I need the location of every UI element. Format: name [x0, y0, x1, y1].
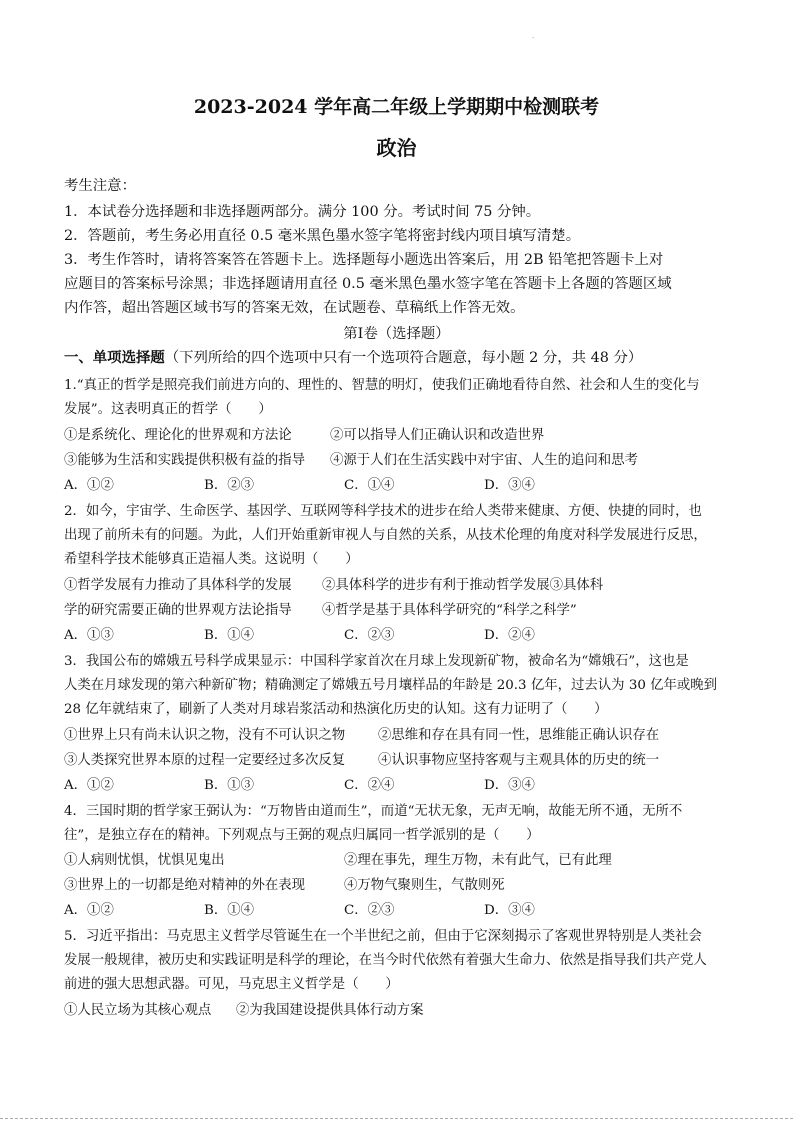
part-title: 一、单项选择题 — [64, 349, 165, 366]
question-stem-line: 2．如今，宇宙学、生命医学、基因学、互联网等科学技术的进步在给人类带来健康、方便、快捷的同时，也 — [64, 504, 702, 519]
statement: ①世界上只有尚未认识之物，没有不可认识之物 — [64, 728, 346, 743]
statement: ④认识事物应坚持客观与主观具体的历史的统一 — [378, 753, 660, 768]
question-stem-line: 出现了前所未有的问题。为此，人们开始重新审视人与自然的关系，从技术伦理的角度对科学发展进行反思， — [64, 528, 707, 543]
statement: ③能够为生活和实践提供积极有益的指导 — [64, 453, 306, 468]
statement: ②思维和存在具有同一性，思维能正确认识存在 — [378, 728, 660, 743]
note-line: 1．本试卷分选择题和非选择题两部分。满分 100 分。考试时间 75 分钟。 — [64, 204, 541, 220]
question-stem-line: 28 亿年就结束了，刷新了人类对月球岩浆活动和热演化历史的认知。这有力证明了（ ） — [64, 702, 608, 717]
answer-option: A．①② — [64, 478, 114, 493]
volume-heading: 第Ⅰ卷（选择题） — [343, 326, 450, 342]
statement: ③世界上的一切都是绝对精神的外在表现 — [64, 878, 306, 893]
subject-title: 政治 — [376, 136, 417, 160]
answer-option: B．①④ — [204, 903, 255, 918]
question-stem-line: 发展一般规律，被历史和实践证明是科学的理论，在当今时代依然有着强大生命力、依然是指导我们共产党人 — [64, 953, 707, 968]
question-stem-line: 人类在月球发现的第六种新矿物；精确测定了嫦娥五号月壤样品的年龄是 20.3 亿年，过去认为 30 亿年或晚到 — [64, 678, 718, 693]
statement: 学的研究需要正确的世界观方法论指导 — [64, 603, 292, 618]
question-stem-line: 前进的强大思想武器。可见，马克思主义哲学是（ ） — [64, 977, 399, 992]
answer-option: C．②④ — [344, 778, 395, 793]
statement: ④源于人们在生活实践中对宇宙、人生的追问和思考 — [330, 453, 638, 468]
part-heading — [64, 346, 642, 367]
question-stem-line: 往”，是独立存在的精神。下列观点与王弼的观点归属同一哲学派别的是（ ） — [64, 828, 540, 843]
question-stem-line: 3．我国公布的嫦娥五号科学成果显示：中国科学家首次在月球上发现新矿物，被命名为“嫦娥石”，这也是 — [64, 654, 689, 669]
statement: ①人病则忧惧，忧惧见鬼出 — [64, 853, 225, 868]
statement: ①是系统化、理论化的世界观和方法论 — [64, 428, 292, 443]
statement: ④万物气聚则生，气散则死 — [344, 878, 505, 893]
note-line: 内作答，超出答题区域书写的答案无效，在试题卷、草稿纸上作答无效。 — [64, 300, 525, 316]
note-line: 应题目的答案标号涂黑；非选择题请用直径 0.5 毫米黑色墨水签字笔在答题卡上各题的答题区域 — [64, 276, 672, 292]
notes-heading: 考生注意： — [64, 178, 136, 194]
answer-option: C．②③ — [344, 628, 395, 643]
note-line: 3．考生作答时，请将答案答在答题卡上。选择题每小题选出答案后，用 2B 铅笔把答题卡上对 — [64, 252, 664, 268]
statement: ②为我国建设提供具体行动方案 — [236, 1003, 424, 1018]
question-stem-line: 希望科学技术能够真正造福人类。这说明（ ） — [64, 552, 359, 567]
answer-option: D．③④ — [484, 903, 535, 918]
answer-option: D．③④ — [484, 778, 535, 793]
answer-option: C．①④ — [344, 478, 395, 493]
question-stem-line: 1.“真正的哲学是照亮我们前进方向的、理性的、智慧的明灯，使我们正确地看待自然、社会和人生的变化与 — [64, 378, 700, 393]
corner-mark: · — [532, 34, 535, 42]
question-stem-line: 5．习近平指出：马克思主义哲学尽管诞生在一个半世纪之前，但由于它深刻揭示了客观世界特别是人类社会 — [64, 929, 702, 944]
answer-option: C．②③ — [344, 903, 395, 918]
statement: ②可以指导人们正确认识和改造世界 — [330, 428, 545, 443]
answer-option: B．①③ — [204, 778, 255, 793]
answer-option: D．③④ — [484, 478, 535, 493]
answer-option: A．①③ — [64, 628, 114, 643]
statement: ③人类探究世界本原的过程一定要经过多次反复 — [64, 753, 346, 768]
answer-option: A．①② — [64, 778, 114, 793]
question-stem-line: 发展”。这表明真正的哲学（ ） — [64, 402, 272, 417]
answer-option: D．②④ — [484, 628, 535, 643]
note-line: 2．答题前，考生务必用直径 0.5 毫米黑色墨水签字笔将密封线内项目填写清楚。 — [64, 228, 581, 244]
answer-option: A．①② — [64, 903, 114, 918]
part-note: （下列所给的四个选项中只有一个选项符合题意，每小题 2 分，共 48 分） — [164, 350, 643, 366]
statement: ④哲学是基于具体科学研究的“科学之科学” — [322, 603, 577, 618]
answer-option: B．②③ — [204, 478, 255, 493]
statement: ②理在事先，理生万物，未有此气，已有此理 — [344, 853, 612, 868]
page-bottom-divider — [0, 1118, 793, 1119]
answer-option: B．①④ — [204, 628, 255, 643]
statement: ②具体科学的进步有利于推动哲学发展③具体科 — [322, 578, 604, 593]
exam-title: 2023-2024 学年高二年级上学期期中检测联考 — [193, 96, 600, 118]
statement: ①人民立场为其核心观点 — [64, 1003, 212, 1018]
question-stem-line: 4．三国时期的哲学家王弼认为：“万物皆由道而生”，而道“无状无象，无声无响，故能无所不通，无所不 — [64, 804, 683, 819]
statement: ①哲学发展有力推动了具体科学的发展 — [64, 578, 292, 593]
